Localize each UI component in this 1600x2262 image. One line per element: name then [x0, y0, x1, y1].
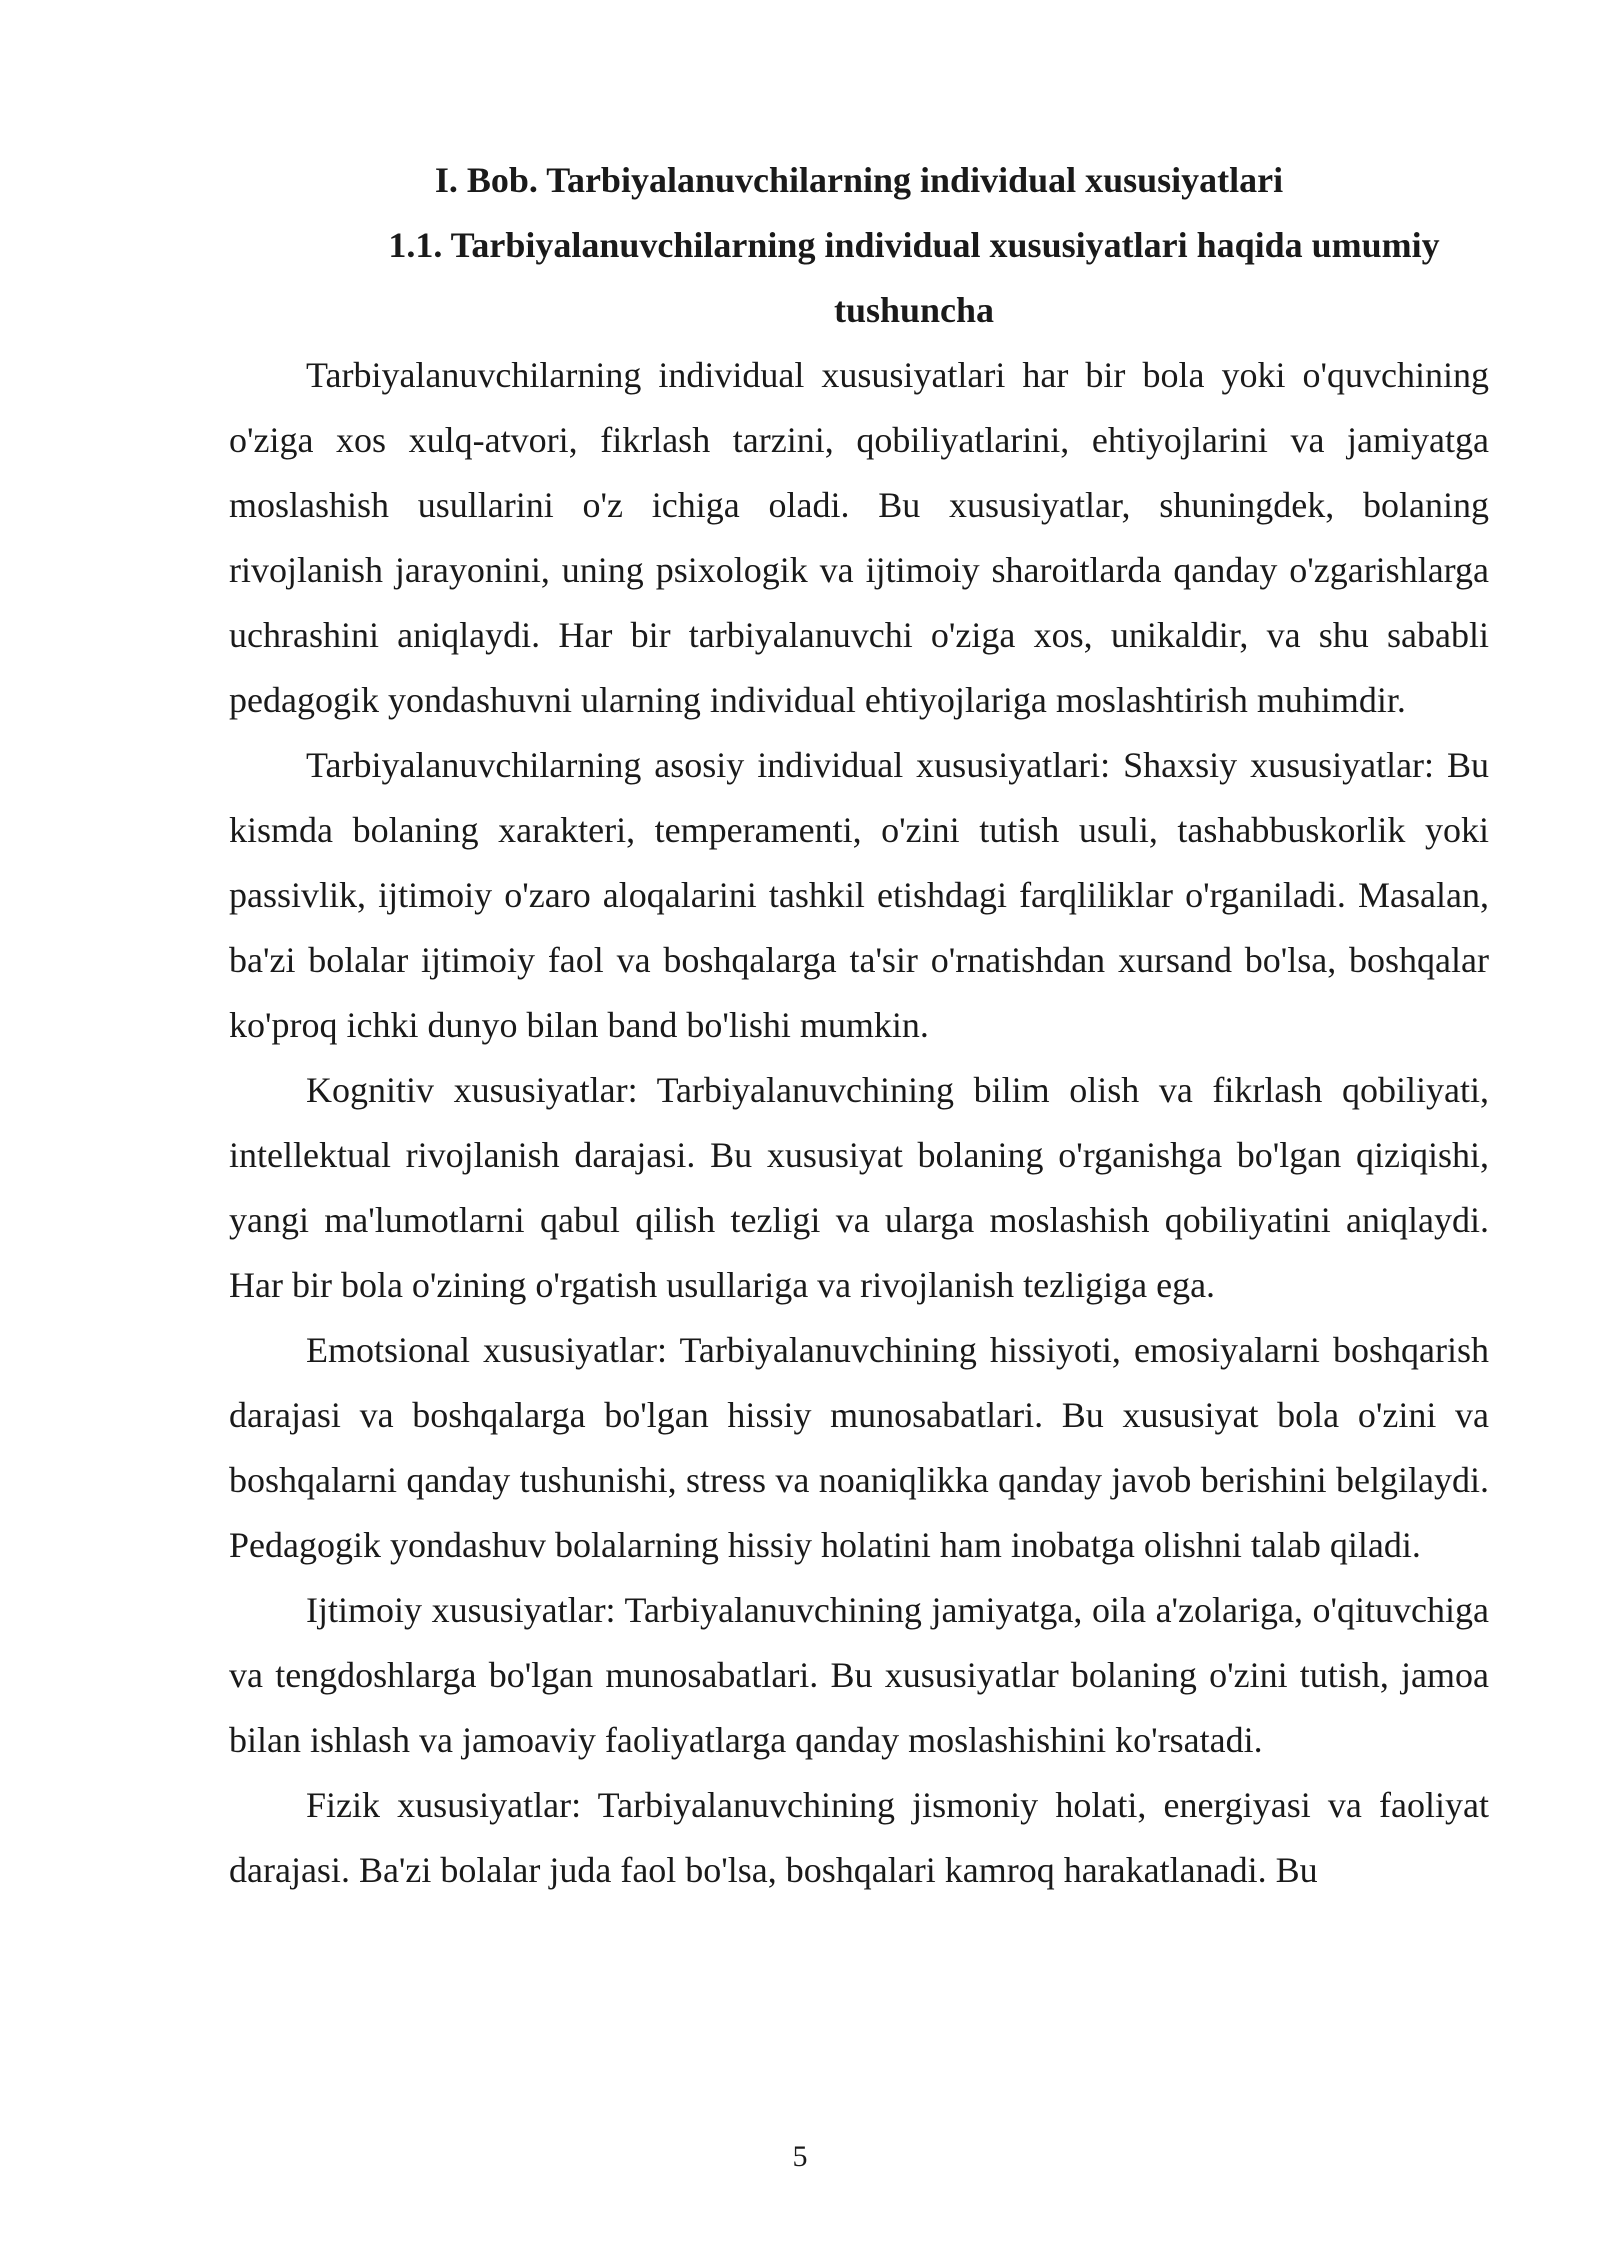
paragraph-personal-traits: Tarbiyalanuvchilarning asosiy individual xususiyatlari: Shaxsiy xususiyatlar: Bu kismda bolaning xarakteri, temperamenti, o'zini tutish usuli, tashabbuskorlik yoki passivlik, ijtimoiy o'zaro aloqalarini tashkil etishdagi farqliliklar o'rganiladi. Masalan, ba'zi bolalar ijtimoiy faol va boshqalarga ta'sir o'rnatishdan xursand bo'lsa, boshqalar ko'proq ichki dunyo bilan band bo'lishi mumkin. [229, 745, 1489, 1045]
paragraph-cognitive-traits: Kognitiv xususiyatlar: Tarbiyalanuvchining bilim olish va fikrlash qobiliyati, intellektual rivojlanish darajasi. Bu xususiyat bolaning o'rganishga bo'lgan qiziqishi, yangi ma'lumotlarni qabul qilish tezligi va ularga moslashish qobiliyatini aniqlaydi. Har bir bola o'zining o'rgatish usullariga va rivojlanish tezligiga ega. [229, 1070, 1489, 1305]
paragraph-intro: Tarbiyalanuvchilarning individual xususiyatlari har bir bola yoki o'quvchining o'ziga xos xulq-atvori, fikrlash tarzini, qobiliyatlarini, ehtiyojlarini va jamiyatga moslashish usullarini o'z ichiga oladi. Bu xususiyatlar, shuningdek, bolaning rivojlanish jarayonini, uning psixologik va ijtimoiy sharoitlarda qanday o'zgarishlarga uchrashini aniqlaydi. Har bir tarbiyalanuvchi o'ziga xos, unikaldir, va shu sababli pedagogik yondashuvni ularning individual ehtiyojlariga moslashtirish muhimdir. [229, 355, 1489, 720]
page-number: 5 [792, 2140, 808, 2173]
paragraph-social-traits: Ijtimoiy xususiyatlar: Tarbiyalanuvchining jamiyatga, oila a'zolariga, o'qituvchiga va tengdoshlarga bo'lgan munosabatlari. Bu xususiyatlar bolaning o'zini tutish, jamoa bilan ishlash va jamoaviy faoliyatlarga qanday moslashishini ko'rsatadi. [229, 1590, 1489, 1760]
paragraph-physical-traits: Fizik xususiyatlar: Tarbiyalanuvchining jismoniy holati, energiyasi va faoliyat darajasi. Ba'zi bolalar juda faol bo'lsa, boshqalari kamroq harakatlanadi. Bu [229, 1785, 1489, 1890]
chapter-title: I. Bob. Tarbiyalanuvchilarning individual xususiyatlari [434, 160, 1284, 200]
page-content [229, 148, 1489, 1903]
section-title: 1.1. Tarbiyalanuvchilarning individual xususiyatlari haqida umumiy tushuncha [388, 225, 1440, 330]
paragraph-emotional-traits: Emotsional xususiyatlar: Tarbiyalanuvchining hissiyoti, emosiyalarni boshqarish darajasi va boshqalarga bo'lgan hissiy munosabatlari. Bu xususiyat bola o'zini va boshqalarni qanday tushunishi, stress va noaniqlikka qanday javob berishini belgilaydi. Pedagogik yondashuv bolalarning hissiy holatini ham inobatga olishni talab qiladi. [229, 1330, 1489, 1565]
